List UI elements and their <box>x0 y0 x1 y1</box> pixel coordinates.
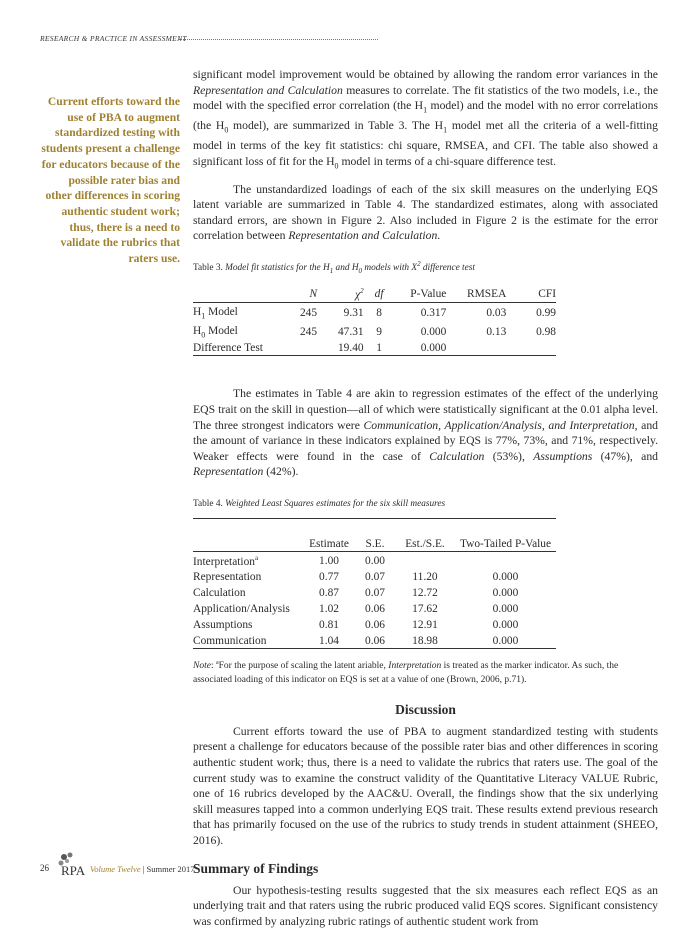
table3-cell: $H_1$ Model <box>193 305 238 321</box>
summary-paragraph: Our hypothesis-testing results suggested that the six measures each reflect EQS as an underlying trait and that raters using the rubric produced valid EQS scores. Significant consistency was confirmed by analyzing rubric ratings of authentic student work from <box>193 883 658 928</box>
table4-cell: 12.72 <box>412 586 438 599</box>
table4-cell: 11.20 <box>412 570 438 583</box>
table3-cell: 9 <box>376 325 382 338</box>
table-3 <box>193 285 556 357</box>
table4-cell: 0.000 <box>492 618 519 631</box>
table-row <box>193 617 556 633</box>
table-row <box>193 552 556 569</box>
table4-cell: Application/Analysis <box>193 602 290 615</box>
table4-cell: 12.91 <box>412 618 438 631</box>
table3-cell: 47.31 <box>337 325 364 338</box>
table4-cell: 0.06 <box>365 634 385 647</box>
table3-cell: 245 <box>299 325 318 338</box>
paragraph-1: significant model improvement would be obtained by allowing the random error variances in the Representation and Calculation measures to correlate. The fit statistics of the two models, i.e., the model with the specified error correlation (the $H_1$ model) and the model with no error correlations (the $H_0$ model), are summarized in Table 3. The $H_1$ model met all the criteria of a well-fitting model in terms of the key fit statistics: chi square, RMSEA, and CFI. The table also showed a significant loss of fit for the $H_0$ model in terms of a chi-square difference test. <box>193 68 659 170</box>
table3-cell: 0.13 <box>486 325 507 338</box>
table3-col-n: N <box>309 287 318 300</box>
table4-cell: 0.06 <box>365 618 385 631</box>
table4-cell: Interpretation$^a$ <box>193 553 259 568</box>
table4-note: Note: $^a$For the purpose of scaling the latent ariable, Interpretation is treated as the marker indicator. As such, the associated loading of this indicator on EQS is set at a value of one (Brown, 2006, p.71). <box>193 660 619 686</box>
paragraph-2: The unstandardized loadings of each of the six skill measures on the underlying EQS latent variable are summarized in Table 4. The standardized estimates, along with associated standard errors, are shown in Figure 2. Also included in Figure 2 is the estimate for the error correlation between Representation and Calculation. <box>193 182 658 243</box>
table4-col-ratio: Est./S.E. <box>405 537 445 550</box>
page-number: 26 <box>40 863 49 873</box>
table4-cell: 17.62 <box>412 602 438 615</box>
table-row <box>193 601 556 617</box>
table4-cell: 0.06 <box>365 602 385 615</box>
table4-cell: 0.000 <box>492 570 519 583</box>
table4-cell: Communication <box>193 634 267 647</box>
discussion-paragraph: Current efforts toward the use of PBA to augment standardized testing with students present a challenge for educators because of the possible rater bias and other differences in scoring authentic student work; thus, there is a need to validate the rubrics that raters use. The goal of the current study was to examine the construct validity of the Quantitative Literacy VALUE Rubric, one of 16 rubrics developed by the AAC&U. Overall, the findings show that the six underlying skill measures tapped into a common underlying EQS trait. These results extend previous research that has primarily focused on the use of the rubrics to study trends in student attainment (SHEEO, 2016). <box>193 724 658 847</box>
table3-cell: 245 <box>299 307 318 320</box>
table-row <box>193 341 556 356</box>
summary-heading: Summary of Findings <box>193 860 319 876</box>
table-row <box>193 303 556 323</box>
table4-top-rule <box>193 518 556 519</box>
table3-cell: 19.40 <box>337 342 364 355</box>
table4-cell: 18.98 <box>412 634 438 647</box>
table4-col-se: S.E. <box>365 537 385 550</box>
table-row <box>193 323 556 341</box>
table3-cell: 0.317 <box>420 307 447 320</box>
running-head: RESEARCH & PRACTICE IN ASSESSMENT <box>40 34 187 43</box>
header-rule <box>178 39 378 40</box>
table4-cell: 0.000 <box>492 586 519 599</box>
table4-cell: 0.000 <box>492 634 519 647</box>
table4-cell: 0.00 <box>365 554 385 567</box>
table4-cell: Assumptions <box>193 618 253 631</box>
table3-cell: 0.000 <box>420 342 447 355</box>
table3-header-row <box>193 285 556 303</box>
table3-col-chi: $\chi^2$ <box>355 286 364 301</box>
table4-cell: 1.00 <box>319 554 339 567</box>
table4-cell: Calculation <box>193 586 246 599</box>
table4-cell: 0.87 <box>319 586 339 599</box>
table4-cell: 0.07 <box>365 570 385 583</box>
table4-col-estimate: Estimate <box>309 537 349 550</box>
main-column <box>193 67 658 929</box>
table4-cell: 0.07 <box>365 586 385 599</box>
table4-col-pvalue: Two-Tailed P-Value <box>459 537 552 550</box>
table3-cell: 0.98 <box>536 325 556 338</box>
table3-col-df: df <box>374 287 384 300</box>
rpa-logo-icon <box>58 852 88 878</box>
table3-cell: 0.03 <box>486 307 507 320</box>
table4-caption: Table 4. Weighted Least Squares estimates for the six skill measures <box>193 498 446 509</box>
rpa-logo <box>58 852 88 883</box>
table3-cell: 0.000 <box>420 325 447 338</box>
table-4 <box>193 536 556 650</box>
discussion-heading: Discussion <box>395 701 456 717</box>
table-row <box>193 585 556 601</box>
table3-col-p: P-Value <box>410 287 447 300</box>
table3-cell: 8 <box>376 307 382 320</box>
volume-info: Volume Twelve | Summer 2017 <box>90 864 195 874</box>
table4-cell: 0.77 <box>319 570 339 583</box>
table3-caption: Table 3. Model fit statistics for the $H_1$ and $H_0$ models with $X^2$ difference test <box>193 259 475 275</box>
table4-cell: 0.81 <box>319 618 339 631</box>
table4-cell: Representation <box>193 570 262 583</box>
table3-cell: 0.99 <box>536 307 556 320</box>
table3-col-rmsea: RMSEA <box>467 287 507 300</box>
table3-cell: $H_0$ Model <box>193 324 238 340</box>
table-row <box>193 633 556 649</box>
table3-cell: 1 <box>376 342 382 355</box>
table4-header-row <box>193 536 556 552</box>
logo-text: RPA <box>61 863 86 878</box>
table4-cell: 1.02 <box>319 602 339 615</box>
pull-quote: Current efforts toward the use of PBA to augment standardized testing with students present a challenge for educators because of the possible rater bias and other differences in scoring authentic student work; thus, there is a need to validate the rubrics that raters use. <box>41 95 180 266</box>
table3-cell: Difference Test <box>193 342 263 355</box>
table4-cell: 0.000 <box>492 602 519 615</box>
paragraph-3: The estimates in Table 4 are akin to regression estimates of the effect of the underlying EQS trait on the skill in question—all of which were statistically significant at the 0.01 alpha level. The three strongest indicators were Communication, Application/Analysis, and Interpretation, and the amount of variance in these indicators explained by EQS is 77%, 73%, and 71%, respectively. Weaker effects were found in the case of Calculation (53%), Assumptions (47%), and Representation (42%). <box>193 387 659 479</box>
table3-col-cfi: CFI <box>538 287 556 300</box>
table3-cell: 9.31 <box>343 307 364 320</box>
table-row <box>193 569 556 585</box>
table4-cell: 1.04 <box>319 634 339 647</box>
